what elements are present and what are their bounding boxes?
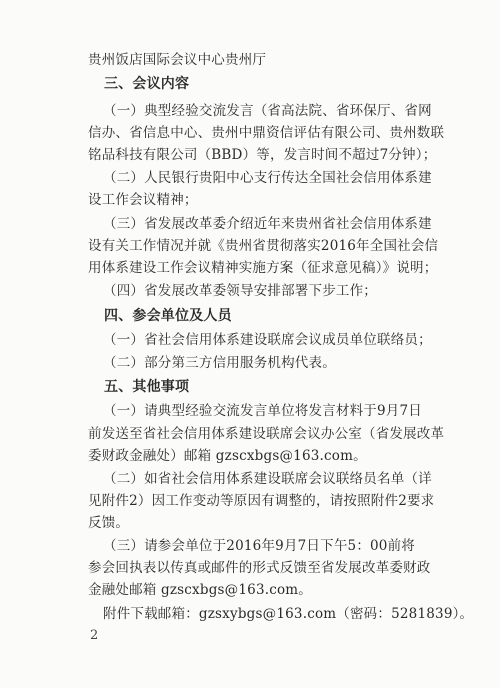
paragraph-line: （二）人民银行贵阳中心支行传达全国社会信用体系建 <box>103 170 432 186</box>
paragraph-line: 信办、省信息中心、贵州中鼎资信评估有限公司、贵州数联 <box>88 125 445 141</box>
page-number: 2 <box>90 628 99 643</box>
paragraph-line: 铭品科技有限公司（BBD）等，发言时间不超过7分钟）； <box>88 147 437 163</box>
paragraph-line: （四）省发展改革委领导安排部署下步工作； <box>103 283 377 299</box>
paragraph-line: 委财政金融处）邮箱 gzscxbgs@163.com。 <box>88 448 367 464</box>
paragraph-line: （一）请典型经验交流发言单位将发言材料于9月7日 <box>103 403 422 419</box>
paragraph-line: 反馈。 <box>88 515 130 531</box>
paragraph-line: 前发送至省社会信用体系建设联席会议办公室（省发展改革 <box>88 426 445 442</box>
venue-line: 贵州饭店国际会议中心贵州厅 <box>88 52 267 68</box>
paragraph-line: 金融处邮箱 gzscxbgs@163.com。 <box>88 582 313 598</box>
section-heading-meeting-content: 三、会议内容 <box>104 76 190 92</box>
paragraph-line: 见附件2）因工作变动等原因有调整的，请按照附件2要求 <box>88 493 435 509</box>
download-email-line: 附件下载邮箱：gzsxybgs@163.com（密码：5281839）。 <box>103 606 474 622</box>
paragraph-line: 设有关工作情况并就《贵州省贯彻落实2016年全国社会信 <box>88 238 439 254</box>
paragraph-line: 用体系建设工作会议精神实施方案（征求意见稿）》说明； <box>88 260 438 276</box>
paragraph-line: （二）部分第三方信用服务机构代表。 <box>103 355 336 371</box>
section-heading-other-matters: 五、其他事项 <box>104 379 190 395</box>
paragraph-line: 设工作会议精神； <box>88 192 198 208</box>
paragraph-line: （一）典型经验交流发言（省高法院、省环保厅、省网 <box>103 103 432 119</box>
paragraph-line: （二）如省社会信用体系建设联席会议联络员名单（详 <box>103 471 432 487</box>
section-heading-participants: 四、参会单位及人员 <box>104 308 232 324</box>
paragraph-line: （三）省发展改革委介绍近年来贵州省社会信用体系建 <box>103 216 432 232</box>
paragraph-line: 参会回执表以传真或邮件的形式反馈至省发展改革委财政 <box>88 560 431 576</box>
paragraph-line: （三）请参会单位于2016年9月7日下午5：00前将 <box>103 538 416 554</box>
paragraph-line: （一）省社会信用体系建设联席会议成员单位联络员； <box>103 332 432 348</box>
